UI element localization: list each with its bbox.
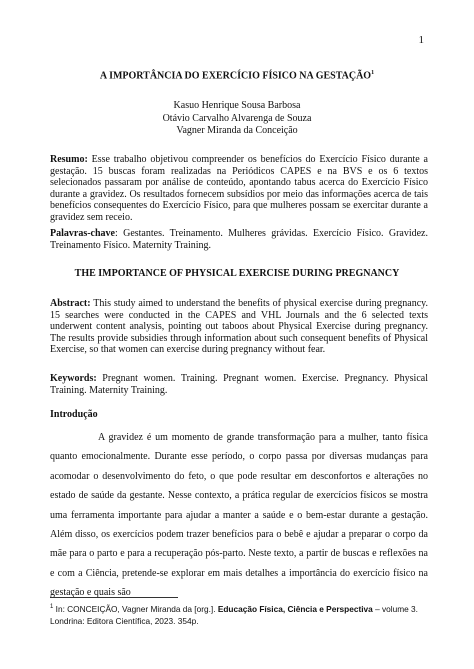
paper-title-text: A IMPORTÂNCIA DO EXERCÍCIO FÍSICO NA GESTAÇÃO (99, 70, 372, 82)
english-title: THE IMPORTANCE OF PHYSICAL EXERCISE DURING PREGNANCY (74, 268, 400, 279)
footnote-book-title: Educação Física, Ciência e Perspectiva (217, 603, 373, 614)
keywords-text: Pregnant women. Training. Pregnant women. Exercise. Pregnancy. Physical Training. Maternity Training. (50, 373, 428, 396)
title-footnote-ref[interactable]: 1 (371, 70, 375, 76)
keywords-label: Keywords: (50, 373, 97, 384)
paper-title (0, 70, 474, 81)
intro-paragraph: A gravidez é um momento de grande transformação para a mulher, tanto física quanto emocionalmente. Durante esse período, o corpo passa por diversas mudanças para acomodar o desenvolvimento do feto, o que pode resultar em desconfortos e alterações no estado de saúde da gestante. Nesse contexto, a prática regular de exercícios físicos se mostra uma ferramenta importante para ajudar a manter a saúde e o bem-estar durante a gestação. Além disso, os exercícios podem trazer benefícios para o bebê e ajudar a preparar o corpo da mãe para o parto e para a recuperação pós-parto. Neste texto, a partir de buscas e reflexões na e com a Ciência, pretende-se explorar em mais detalhes a importância do exercício físico na gestação e quais são (50, 432, 428, 599)
abstract-paragraph (50, 298, 428, 356)
palavras-chave-text: : Gestantes. Treinamento. Mulheres grávidas. Exercício Físico. Gravidez. Treinamento Físico. Maternity Training. (50, 228, 428, 251)
author-name: Vagner Miranda da Conceição (176, 125, 298, 136)
palavras-chave-paragraph (50, 228, 428, 251)
author-name: Otávio Carvalho Alvarenga de Souza (162, 112, 312, 124)
author-name: Kasuo Henrique Sousa Barbosa (173, 100, 301, 111)
author-list (0, 100, 474, 138)
intro-heading: Introdução (50, 409, 98, 420)
abstract-label: Abstract: (50, 298, 91, 309)
resumo-label: Resumo: (50, 154, 88, 165)
resumo-paragraph (50, 154, 428, 224)
resumo-text: Esse trabalho objetivou compreender os benefícios do Exercício Físico durante a gestação. 15 buscas foram realizadas na Periódicos CAPES e na BVS e os 6 textos selecionados passaram por análise de conteúdo, apontando tabus acerca do Exercício Físico durante a gravidez. Os resultados fornecem subsídios por meio das informações acerca de tais benefícios consequentes do Exercício Físico, para que mulheres possam se exercitar durante a gravidez sem receio. (50, 154, 428, 223)
abstract-text: This study aimed to understand the benefits of physical exercise during pregnancy. 15 searches were conducted in the CAPES and VHL Journals and the 6 selected texts underwent content analysis, pointing out taboos about Physical Exercise during pregnancy. The results provide subsidies through information about such consequent benefits of Physical Exercise, so that women can exercise during pregnancy without fear. (50, 298, 428, 356)
footnote-suffix: – volume 3. Londrina: Editora Científica, 2023. 354p. (50, 603, 418, 626)
keywords-paragraph (50, 373, 428, 396)
page-number: 1 (418, 34, 424, 46)
footnote-divider (50, 597, 178, 598)
palavras-chave-label: Palavras-chave (50, 228, 115, 239)
footnote (50, 601, 428, 627)
footnote-prefix: In: CONCEIÇÃO, Vagner Miranda da [org.]. (53, 603, 218, 614)
footnote-marker: 1 (50, 604, 54, 610)
